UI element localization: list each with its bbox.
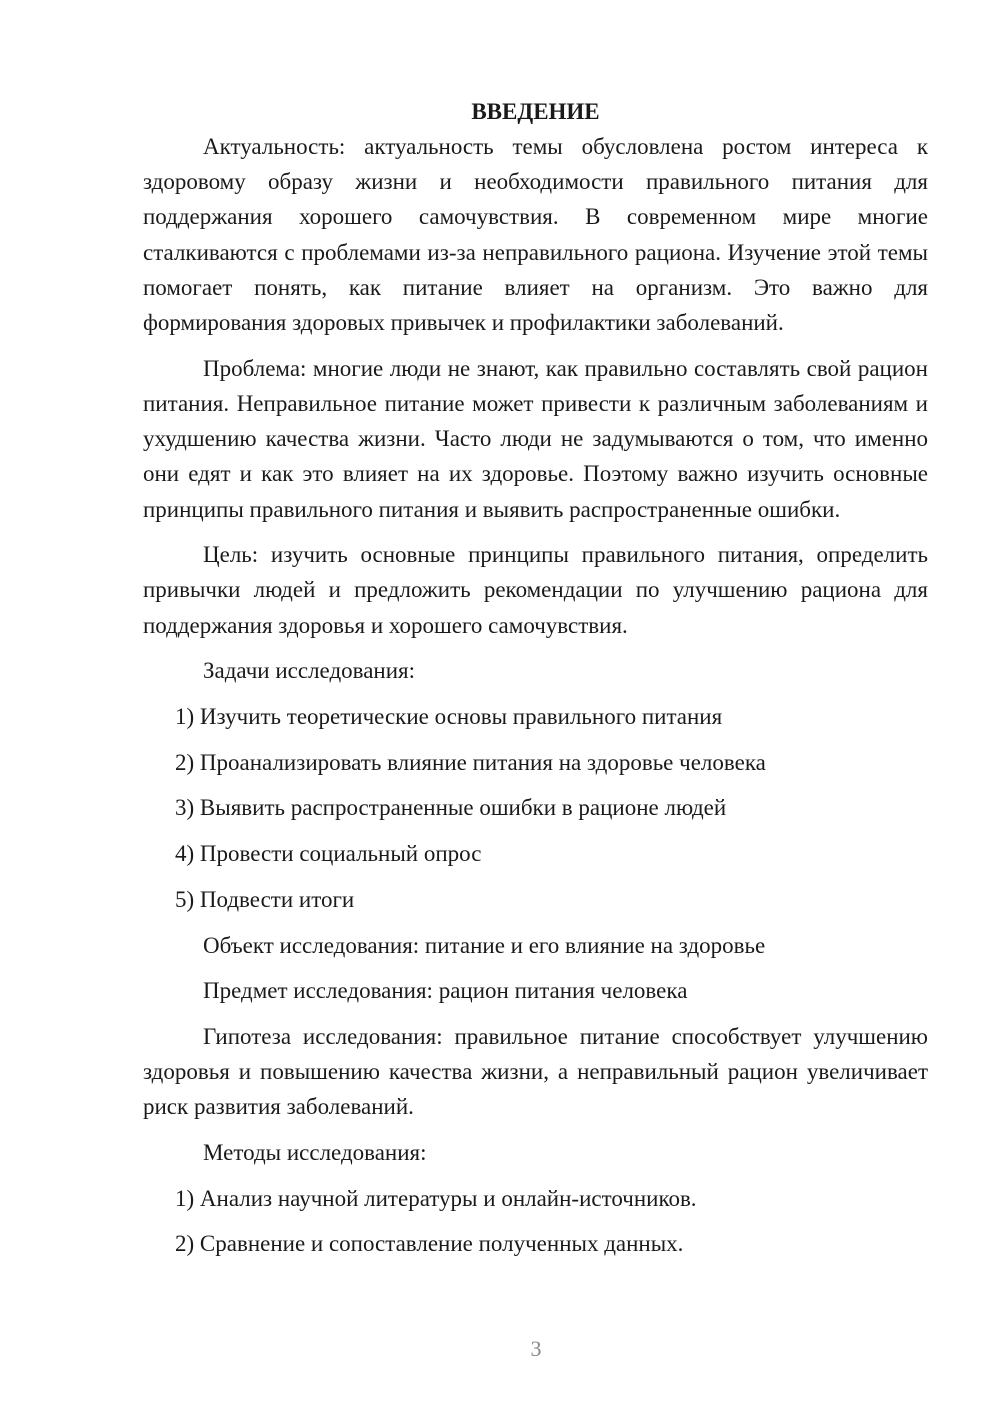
method-item: 1) Анализ научной литературы и онлайн-источников.: [175, 1185, 697, 1211]
task-item: 2) Проанализировать влияние питания на здоровье человека: [175, 749, 766, 775]
research-subject: Предмет исследования: рацион питания человека: [203, 978, 688, 1004]
tasks-heading: Задачи исследования:: [203, 658, 416, 684]
hypothesis-paragraph: Гипотеза исследования: правильное питание способствует улучшению здоровья и повышению качества жизни, а неправильный рацион увеличивает риск развития заболеваний.: [143, 1023, 928, 1120]
section-title: ВВЕДЕНИЕ: [471, 99, 600, 124]
page-number: 3: [530, 1336, 542, 1361]
task-item: 3) Выявить распространенные ошибки в рационе людей: [175, 795, 727, 821]
methods-heading: Методы исследования:: [203, 1140, 427, 1166]
task-item: 4) Провести социальный опрос: [175, 841, 482, 867]
relevance-paragraph: Актуальность: актуальность темы обусловлена ростом интереса к здоровому образу жизни и необходимости правильного питания для поддержания хорошего самочувствия. В современном мире многие сталкиваются с проблемами из-за неправильного рациона. Изучение этой темы помогает понять, как питание влияет на организм. Это важно для формирования здоровых привычек и профилактики заболеваний.: [143, 134, 928, 336]
task-item: 1) Изучить теоретические основы правильного питания: [175, 704, 723, 730]
method-item: 2) Сравнение и сопоставление полученных данных.: [175, 1231, 684, 1257]
research-object: Объект исследования: питание и его влияние на здоровье: [203, 932, 766, 958]
goal-paragraph: Цель: изучить основные принципы правильного питания, определить привычки людей и предложить рекомендации по улучшению рациона для поддержания здоровья и хорошего самочувствия.: [143, 542, 928, 638]
page-content: [143, 94, 928, 1272]
problem-paragraph: Проблема: многие люди не знают, как правильно составлять свой рацион питания. Неправильное питание может привести к различным заболеваниям и ухудшению качества жизни. Часто люди не задумываются о том, что именно они едят и как это влияет на их здоровье. Поэтому важно изучить основные принципы правильного питания и выявить распространенные ошибки.: [143, 355, 928, 522]
task-item: 5) Подвести итоги: [175, 886, 355, 912]
